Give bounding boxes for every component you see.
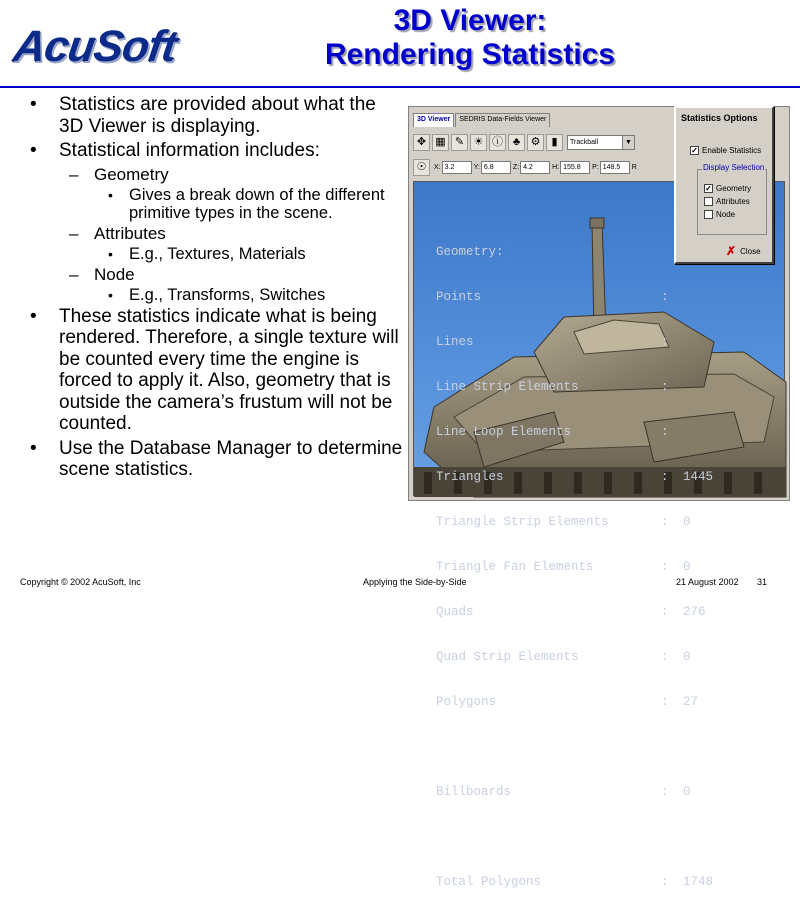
bullet-database-manager: • Use the Database Manager to determine scene statistics.: [26, 438, 404, 481]
stat-row: Triangles : 1445: [436, 470, 714, 484]
stat-row: Quad Strip Elements : 0: [436, 650, 691, 664]
x-label: X:: [434, 163, 441, 171]
bullet-statistical-info: • Statistical information includes:: [26, 140, 404, 162]
y-label: Y:: [473, 163, 480, 171]
title-line-2: Rendering Statistics: [324, 38, 616, 71]
close-icon: ✗: [726, 244, 737, 258]
footer-date: 21 August 2002: [676, 577, 739, 587]
detail-node: • E.g., Transforms, Switches: [26, 286, 404, 304]
detail-geometry: • Gives a break down of the different primitive types in the scene.: [26, 186, 404, 222]
stats-header: Geometry:: [436, 245, 504, 259]
grid-icon[interactable]: ▦: [432, 134, 449, 151]
bullet-statistics-provided: • Statistics are provided about what the 3D Viewer is displaying.: [26, 94, 404, 137]
stat-row: Triangle Fan Elements : 0: [436, 560, 691, 574]
navigation-mode-select[interactable]: Trackball ▼: [567, 135, 635, 150]
footer-copyright: Copyright © 2002 AcuSoft, Inc: [20, 577, 141, 587]
viewer-toolbar: [413, 131, 635, 153]
acusoft-logo: AcuSoft: [10, 22, 180, 71]
r-label: R: [631, 163, 637, 171]
info-icon[interactable]: ⓘ: [489, 134, 506, 151]
paint-icon[interactable]: ✎: [451, 134, 468, 151]
compass-icon[interactable]: ☉: [413, 159, 430, 176]
z-label: Z:: [512, 163, 520, 171]
footer-title: Applying the Side-by-Side: [363, 577, 467, 587]
geometry-checkbox[interactable]: ✓ Geometry: [705, 184, 752, 193]
chevron-down-icon: ▼: [622, 136, 634, 149]
tab-3d-viewer[interactable]: 3D Viewer: [413, 113, 454, 127]
statistics-overlay: [436, 215, 743, 920]
statistics-options-dialog: [674, 106, 774, 264]
move-icon[interactable]: ✥: [413, 134, 430, 151]
sub-bullet-attributes: – Attributes: [26, 224, 404, 244]
sub-bullet-node: – Node: [26, 265, 404, 285]
p-field[interactable]: 148.5: [600, 161, 630, 174]
x-field[interactable]: 3.2: [442, 161, 472, 174]
title-line-1: 3D Viewer:: [393, 4, 547, 37]
stat-row: Triangle Strip Elements : 0: [436, 515, 691, 529]
group-label: Display Selection: [703, 163, 765, 172]
stat-row: Quads : 276: [436, 605, 706, 619]
h-field[interactable]: 155.8: [560, 161, 590, 174]
bullet-list: [26, 94, 404, 484]
tab-sedris-viewer[interactable]: SEDRIS Data-Fields Viewer: [455, 113, 550, 127]
stat-row: Polygons : 27: [436, 695, 699, 709]
bullet-rendering-note: • These statistics indicate what is being rendered. Therefore, a single texture will be counted every time the engine is forced to apply it. Also, geometry that is outside the camera’s frustum will not be counted.: [26, 306, 404, 435]
p-label: P:: [592, 163, 599, 171]
h-label: H:: [552, 163, 560, 171]
checkbox-empty-icon: [704, 197, 713, 206]
display-selection-group: [697, 163, 767, 235]
checkbox-checked-icon: ✓: [691, 146, 698, 155]
coordinate-bar: [413, 157, 638, 177]
close-button[interactable]: ✗ Close: [726, 244, 761, 258]
dialog-title: Statistics Options: [681, 113, 758, 123]
stat-row: Lines :: [436, 335, 669, 349]
checkbox-checked-icon: ✓: [705, 184, 712, 193]
sub-bullet-geometry: – Geometry: [26, 165, 404, 185]
checkbox-empty-icon: [704, 210, 713, 219]
z-field[interactable]: 4.2: [520, 161, 550, 174]
node-checkbox[interactable]: Node: [704, 208, 751, 221]
stat-row-billboards: Billboards : 0: [436, 785, 691, 799]
title-divider: [0, 86, 800, 88]
enable-statistics-checkbox[interactable]: ✓ Enable Statistics: [691, 146, 762, 155]
stat-row: Line Strip Elements :: [436, 380, 669, 394]
stats-icon[interactable]: ▮: [546, 134, 563, 151]
detail-attributes: • E.g., Textures, Materials: [26, 245, 404, 263]
stat-row: Line Loop Elements :: [436, 425, 669, 439]
settings-icon[interactable]: ⚙: [527, 134, 544, 151]
light-icon[interactable]: ☀: [470, 134, 487, 151]
stat-row: Points :: [436, 290, 669, 304]
stat-row-total: Total Polygons : 1748: [436, 875, 714, 889]
tree-icon[interactable]: ♣: [508, 134, 525, 151]
attributes-checkbox[interactable]: Attributes: [704, 195, 751, 208]
footer-page-number: 31: [757, 577, 768, 587]
slide-title: [250, 4, 690, 72]
viewer-tabs: [413, 113, 551, 127]
y-field[interactable]: 6.8: [481, 161, 511, 174]
